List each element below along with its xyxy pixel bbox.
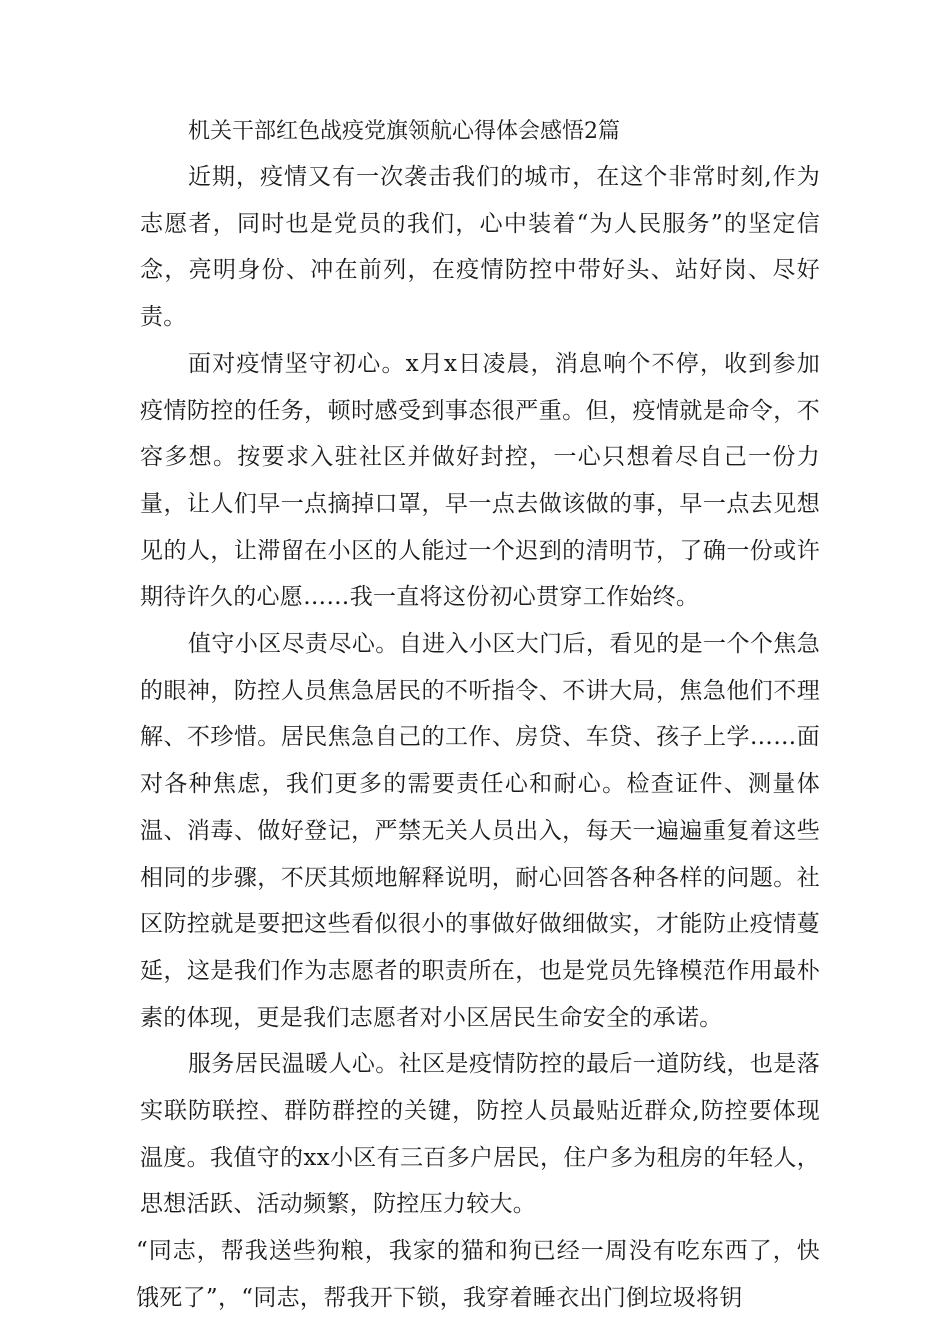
paragraph-service: 服务居民温暖人心。社区是疫情防控的最后一道防线，也是落实联防联控、群防群控的关键，防控人员最贴近群众,防控要体现温度。我值守的xx小区有三百多户居民，住户多为租房的年轻人，思想活跃、活动频繁，防控压力较大。 — [140, 1051, 820, 1218]
paragraph-duty: 值守小区尽责尽心。自进入小区大门后，看见的是一个个焦急的眼神，防控人员焦急居民的不听指令、不讲大局，焦急他们不理解、不珍惜。居民焦急自己的工作、房贷、车贷、孩子上学……面对各种焦虑，我们更多的需要责任心和耐心。检查证件、测量体温、消毒、做好登记，严禁无关人员出入，每天一遍遍重复着这些相同的步骤，不厌其烦地解释说明，耐心回答各种各样的问题。社区防控就是要把这些看似很小的事做好做细做实，才能防止疫情蔓延，这是我们作为志愿者的职责所在，也是党员先锋模范作用最朴素的体现，更是我们志愿者对小区居民生命安全的承诺。 — [140, 631, 820, 1031]
paragraph-original-intention: 面对疫情坚守初心。x月x日凌晨，消息响个不停，收到参加疫情防控的任务，顿时感受到事态很严重。但，疫情就是命令，不容多想。按要求入驻社区并做好封控，一心只想着尽自己一份力量，让人们早一点摘掉口罩，早一点去做该做的事，早一点去见想见的人，让滞留在小区的人能过一个迟到的清明节，了确一份或许期待许久的心愿……我一直将这份初心贯穿工作始终。 — [140, 350, 820, 611]
paragraph-quote: “同志，帮我送些狗粮，我家的猫和狗已经一周没有吃东西了，快饿死了”，“同志，帮我开下锁，我穿着睡衣出门倒垃圾将钥 — [136, 1238, 820, 1311]
paragraph-intro: 近期，疫情又有一次袭击我们的城市，在这个非常时刻,作为志愿者，同时也是党员的我们，心中装着“为人民服务”的坚定信念，亮明身份、冲在前列，在疫情防控中带好头、站好岗、尽好责。 — [140, 164, 820, 331]
document-body — [136, 110, 820, 1322]
document-title: 机关干部红色战疫党旗领航心得体会感悟2篇 — [188, 119, 620, 144]
